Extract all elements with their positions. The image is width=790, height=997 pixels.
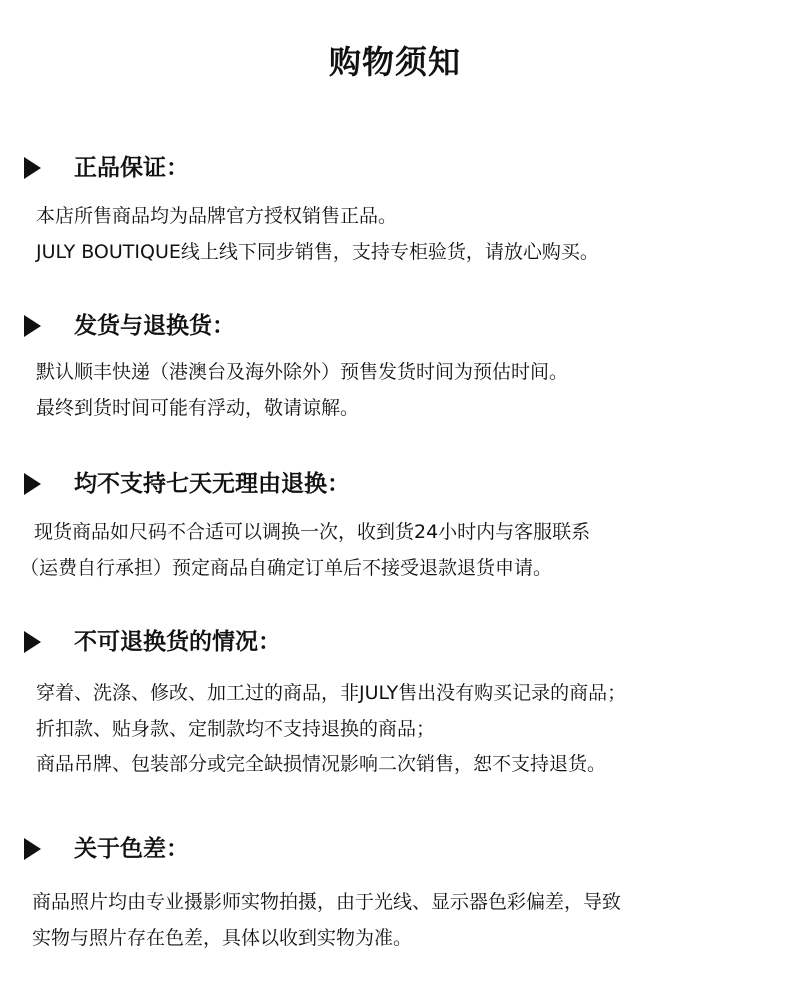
- triangle-right-icon: [24, 473, 41, 495]
- section-title: 发货与退换货：: [74, 313, 235, 339]
- text-line: 商品吊牌、包装部分或完全缺损情况影响二次销售，恕不支持退货。: [36, 753, 607, 775]
- section-header: [24, 467, 350, 501]
- section-header: [24, 625, 281, 659]
- text-line: 实物与照片存在色差，具体以收到实物为准。: [32, 926, 413, 949]
- section-body: [32, 885, 782, 956]
- text-line: 本店所售商品均为品牌官方授权销售正品。: [36, 205, 398, 227]
- page-title: 购物须知: [328, 43, 461, 81]
- section-header: [24, 832, 189, 866]
- section-body: [20, 515, 784, 586]
- triangle-right-icon: [24, 631, 41, 653]
- text-line: JULY BOUTIQUE线上线下同步销售，支持专柜验货，请放心购买。: [36, 240, 599, 263]
- text-line: 默认顺丰快递（港澳台及海外除外）预售发货时间为预估时间。: [36, 361, 569, 383]
- section-title: 关于色差：: [74, 836, 189, 862]
- text-line: 折扣款、贴身款、定制款均不支持退换的商品；: [36, 717, 436, 740]
- section-body: [36, 199, 786, 270]
- section-title: 均不支持七天无理由退换：: [74, 471, 350, 497]
- text-line: （运费自行承担）预定商品自确定订单后不接受退款退货申请。: [20, 556, 553, 579]
- section-body: [36, 355, 786, 426]
- section-body: [36, 676, 786, 783]
- section-title: 不可退换货的情况：: [74, 629, 281, 655]
- text-line: 最终到货时间可能有浮动，敬请谅解。: [36, 396, 360, 419]
- section-header: [24, 309, 235, 343]
- section-title: 正品保证：: [74, 155, 189, 181]
- triangle-right-icon: [24, 838, 41, 860]
- triangle-right-icon: [24, 315, 41, 337]
- text-line: 穿着、洗涤、修改、加工过的商品，非JULY售出没有购买记录的商品；: [36, 682, 627, 704]
- text-line: 商品照片均由专业摄影师实物拍摄，由于光线、显示器色彩偏差，导致: [32, 891, 622, 913]
- text-line: 现货商品如尺码不合适可以调换一次，收到货24小时内与客服联系: [34, 521, 591, 543]
- section-header: [24, 151, 189, 185]
- triangle-right-icon: [24, 157, 41, 179]
